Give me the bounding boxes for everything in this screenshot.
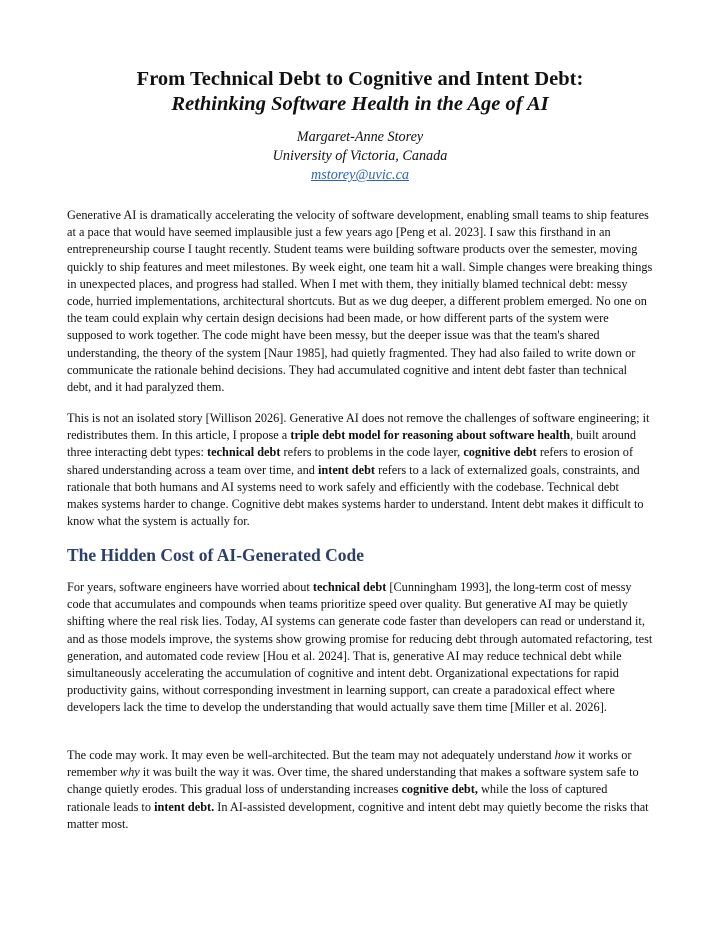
text-run: [Cunningham 1993], the long-term cost of messy code that accumulates and compounds when teams prioritize speed over quality. But generative AI may be quietly shifting where the real risk lies. Today, AI systems can generate code faster than developers can read or understand it, and as those models improve, the systems show growing promise for reducing debt through automated refactoring, test generation, and automated code review [Hou et al. 2024]. That is, generative AI may reduce technical debt while simultaneously accelerating the accumulation of cognitive and intent debt. Organizational expectations for rapid productivity gains, without corresponding investment in learning support, can create a paradoxical effect where developers lack the time to develop the understanding that would actually save them time [Miller et al. 2026].	[67, 580, 653, 715]
bold-term: triple debt model for reasoning about software health	[290, 428, 571, 443]
bold-term: technical debt	[312, 580, 387, 594]
author-block	[0, 128, 720, 185]
author-email-link[interactable]: mstorey@uvic.ca	[310, 167, 409, 183]
bold-term: cognitive debt,	[401, 782, 478, 797]
text-run: This is not an isolated story [Willison 2026]. Generative AI does not remove the challenges of software engineering; it redistributes them. In this article, I propose a	[67, 411, 650, 443]
paper-title: From Technical Debt to Cognitive and Intent Debt:	[136, 68, 584, 90]
text-run: while the loss of captured rationale leads to	[67, 782, 608, 814]
paper-subtitle: Rethinking Software Health in the Age of AI	[171, 93, 549, 115]
author-name: Margaret-Anne Storey	[296, 129, 424, 145]
closing-paragraph	[67, 747, 653, 833]
bold-term: intent debt	[317, 462, 376, 477]
text-run: The code may work. It may even be well-architected. But the team may not adequately understand	[67, 748, 555, 762]
text-run: For years, software engineers have worried about	[67, 580, 313, 594]
section-heading: The Hidden Cost of AI-Generated Code	[67, 545, 365, 565]
author-affiliation: University of Victoria, Canada	[272, 148, 448, 164]
bold-term: intent debt.	[154, 799, 215, 814]
text-run: , built around three interacting debt types:	[67, 428, 637, 460]
bold-term: cognitive debt	[463, 445, 537, 460]
text-run: it was built the way it was. Over time, the shared understanding that makes a software system safe to change quietly erodes. This gradual loss of understanding increases	[67, 765, 639, 797]
text-run: it works or remember	[67, 748, 632, 780]
text-run: refers to erosion of shared understanding across a team over time, and	[67, 445, 634, 477]
intro-paragraph: Generative AI is dramatically accelerating the velocity of software development, enabling small teams to ship features at a pace that would have seemed implausible just a few years ago [Peng et al. 2023]. I saw this firsthand in an entrepreneurship course I taught recently. Student teams were building software products over the semester, moving quickly to ship features and meet milestones. By week eight, one team hit a wall. Simple changes were breaking things in unexpected places, and progress had stalled. When I met with them, they initially blamed technical debt: messy code, hurried implementations, architectural shortcuts. But as we dug deeper, a different problem emerged. No one on the team could explain why certain design decisions had been made, or how different parts of the system were supposed to work together. The code might have been messy, but the deeper issue was that the team's shared understanding, the theory of the system [Naur 1985], had quietly fragmented. They had also failed to write down or communicate the rationale behind decisions. They had accumulated cognitive and intent debt faster than technical debt, and it had paralyzed them.	[67, 208, 653, 395]
text-run: refers to a lack of externalized goals, constraints, and rationale that both humans and AI systems need to work safely and efficiently with the codebase. Technical debt makes systems harder to change. Cognitive debt makes systems harder to understand. Intent debt makes it difficult to know what the system is actually for.	[67, 462, 644, 529]
text-run: refers to problems in the code layer,	[280, 445, 464, 460]
italic-term: how	[554, 748, 576, 762]
technical-debt-paragraph	[67, 579, 653, 717]
text-run: In AI-assisted development, cognitive and intent debt may quietly become the risks that matter most.	[67, 799, 649, 831]
bold-term: technical debt	[207, 445, 281, 460]
italic-term: why	[119, 765, 140, 780]
model-paragraph	[67, 410, 653, 530]
